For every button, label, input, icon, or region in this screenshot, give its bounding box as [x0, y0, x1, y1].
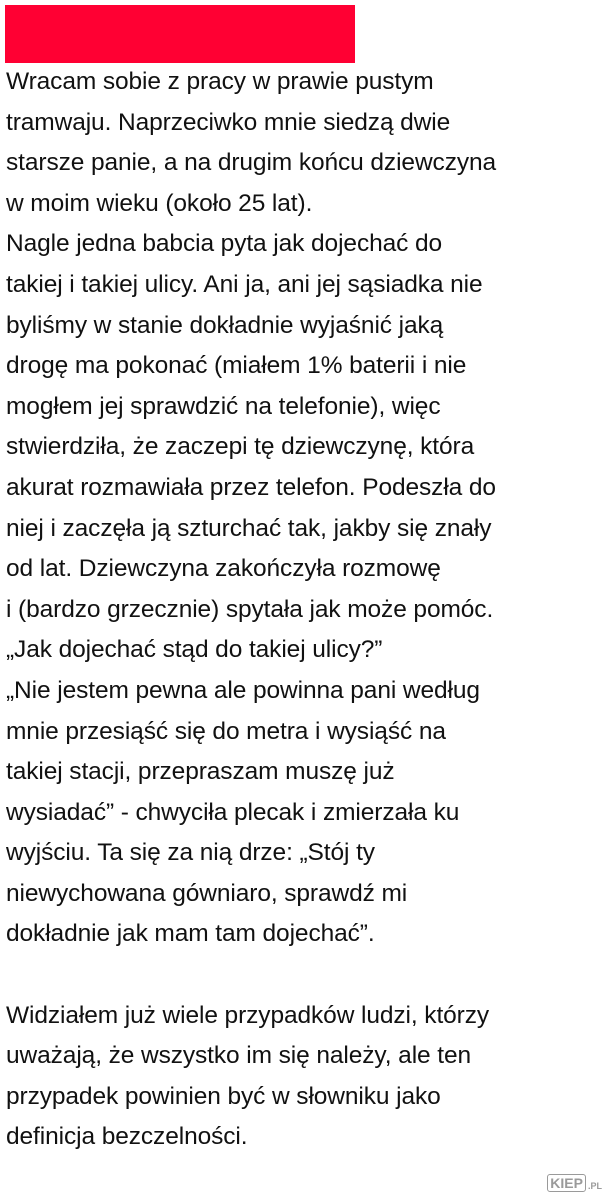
story-line: „Jak dojechać stąd do takiej ulicy?”: [6, 636, 383, 664]
story-line: byliśmy w stanie dokładnie wyjaśnić jaką: [6, 311, 444, 339]
story-blank-line: [6, 955, 606, 996]
story-line: stwierdziła, że zaczepi tę dziewczynę, która: [6, 433, 475, 461]
story-line: i (bardzo grzecznie) spytała jak może pomóc.: [6, 595, 494, 623]
story-line: Widziałem już wiele przypadków ludzi, którzy: [6, 1001, 490, 1029]
story-line: przypadek powinien być w słowniku jako: [6, 1082, 441, 1110]
story-line: drogę ma pokonać (miałem 1% baterii i nie: [6, 352, 467, 380]
logo-suffix-text: .PL: [587, 1181, 602, 1191]
story-line: starsze panie, a na drugim końcu dziewczyna: [6, 149, 497, 177]
story-line: Wracam sobie z pracy w prawie pustym: [6, 68, 434, 95]
story-line: takiej stacji, przepraszam muszę już: [6, 758, 395, 786]
logo-main-text: KIEP: [547, 1174, 586, 1192]
story-line: definicja bezczelności.: [6, 1123, 248, 1151]
story-text: [6, 62, 606, 1158]
story-line: niewychowana gówniaro, sprawdź mi: [6, 879, 408, 907]
story-line: mogłem jej sprawdzić na telefonie), więc: [6, 392, 441, 420]
story-line: Nagle jedna babcia pyta jak dojechać do: [6, 230, 443, 258]
story-line: w moim wieku (około 25 lat).: [6, 189, 313, 217]
story-line: uważają, że wszystko im się należy, ale ten: [6, 1042, 472, 1070]
story-line: mnie przesiąść się do metra i wysiąść na: [6, 717, 446, 745]
story-line: wyjściu. Ta się za nią drze: „Stój ty: [6, 839, 375, 867]
story-line: wysiadać” - chwyciła plecak i zmierzała ku: [6, 798, 460, 826]
kiep-watermark-logo: [547, 1174, 602, 1192]
story-line: dokładnie jak mam tam dojechać”.: [6, 920, 375, 948]
story-line: takiej i takiej ulicy. Ani ja, ani jej sąsiadka nie: [6, 270, 483, 298]
story-line: niej i zaczęła ją szturchać tak, jakby się znały: [6, 514, 492, 542]
header-red-bar: [5, 5, 355, 63]
story-line: od lat. Dziewczyna zakończyła rozmowę: [6, 555, 441, 583]
story-line: „Nie jestem pewna ale powinna pani według: [6, 676, 480, 704]
story-line: tramwaju. Naprzeciwko mnie siedzą dwie: [6, 108, 451, 136]
story-line: akurat rozmawiała przez telefon. Podeszła do: [6, 473, 496, 501]
